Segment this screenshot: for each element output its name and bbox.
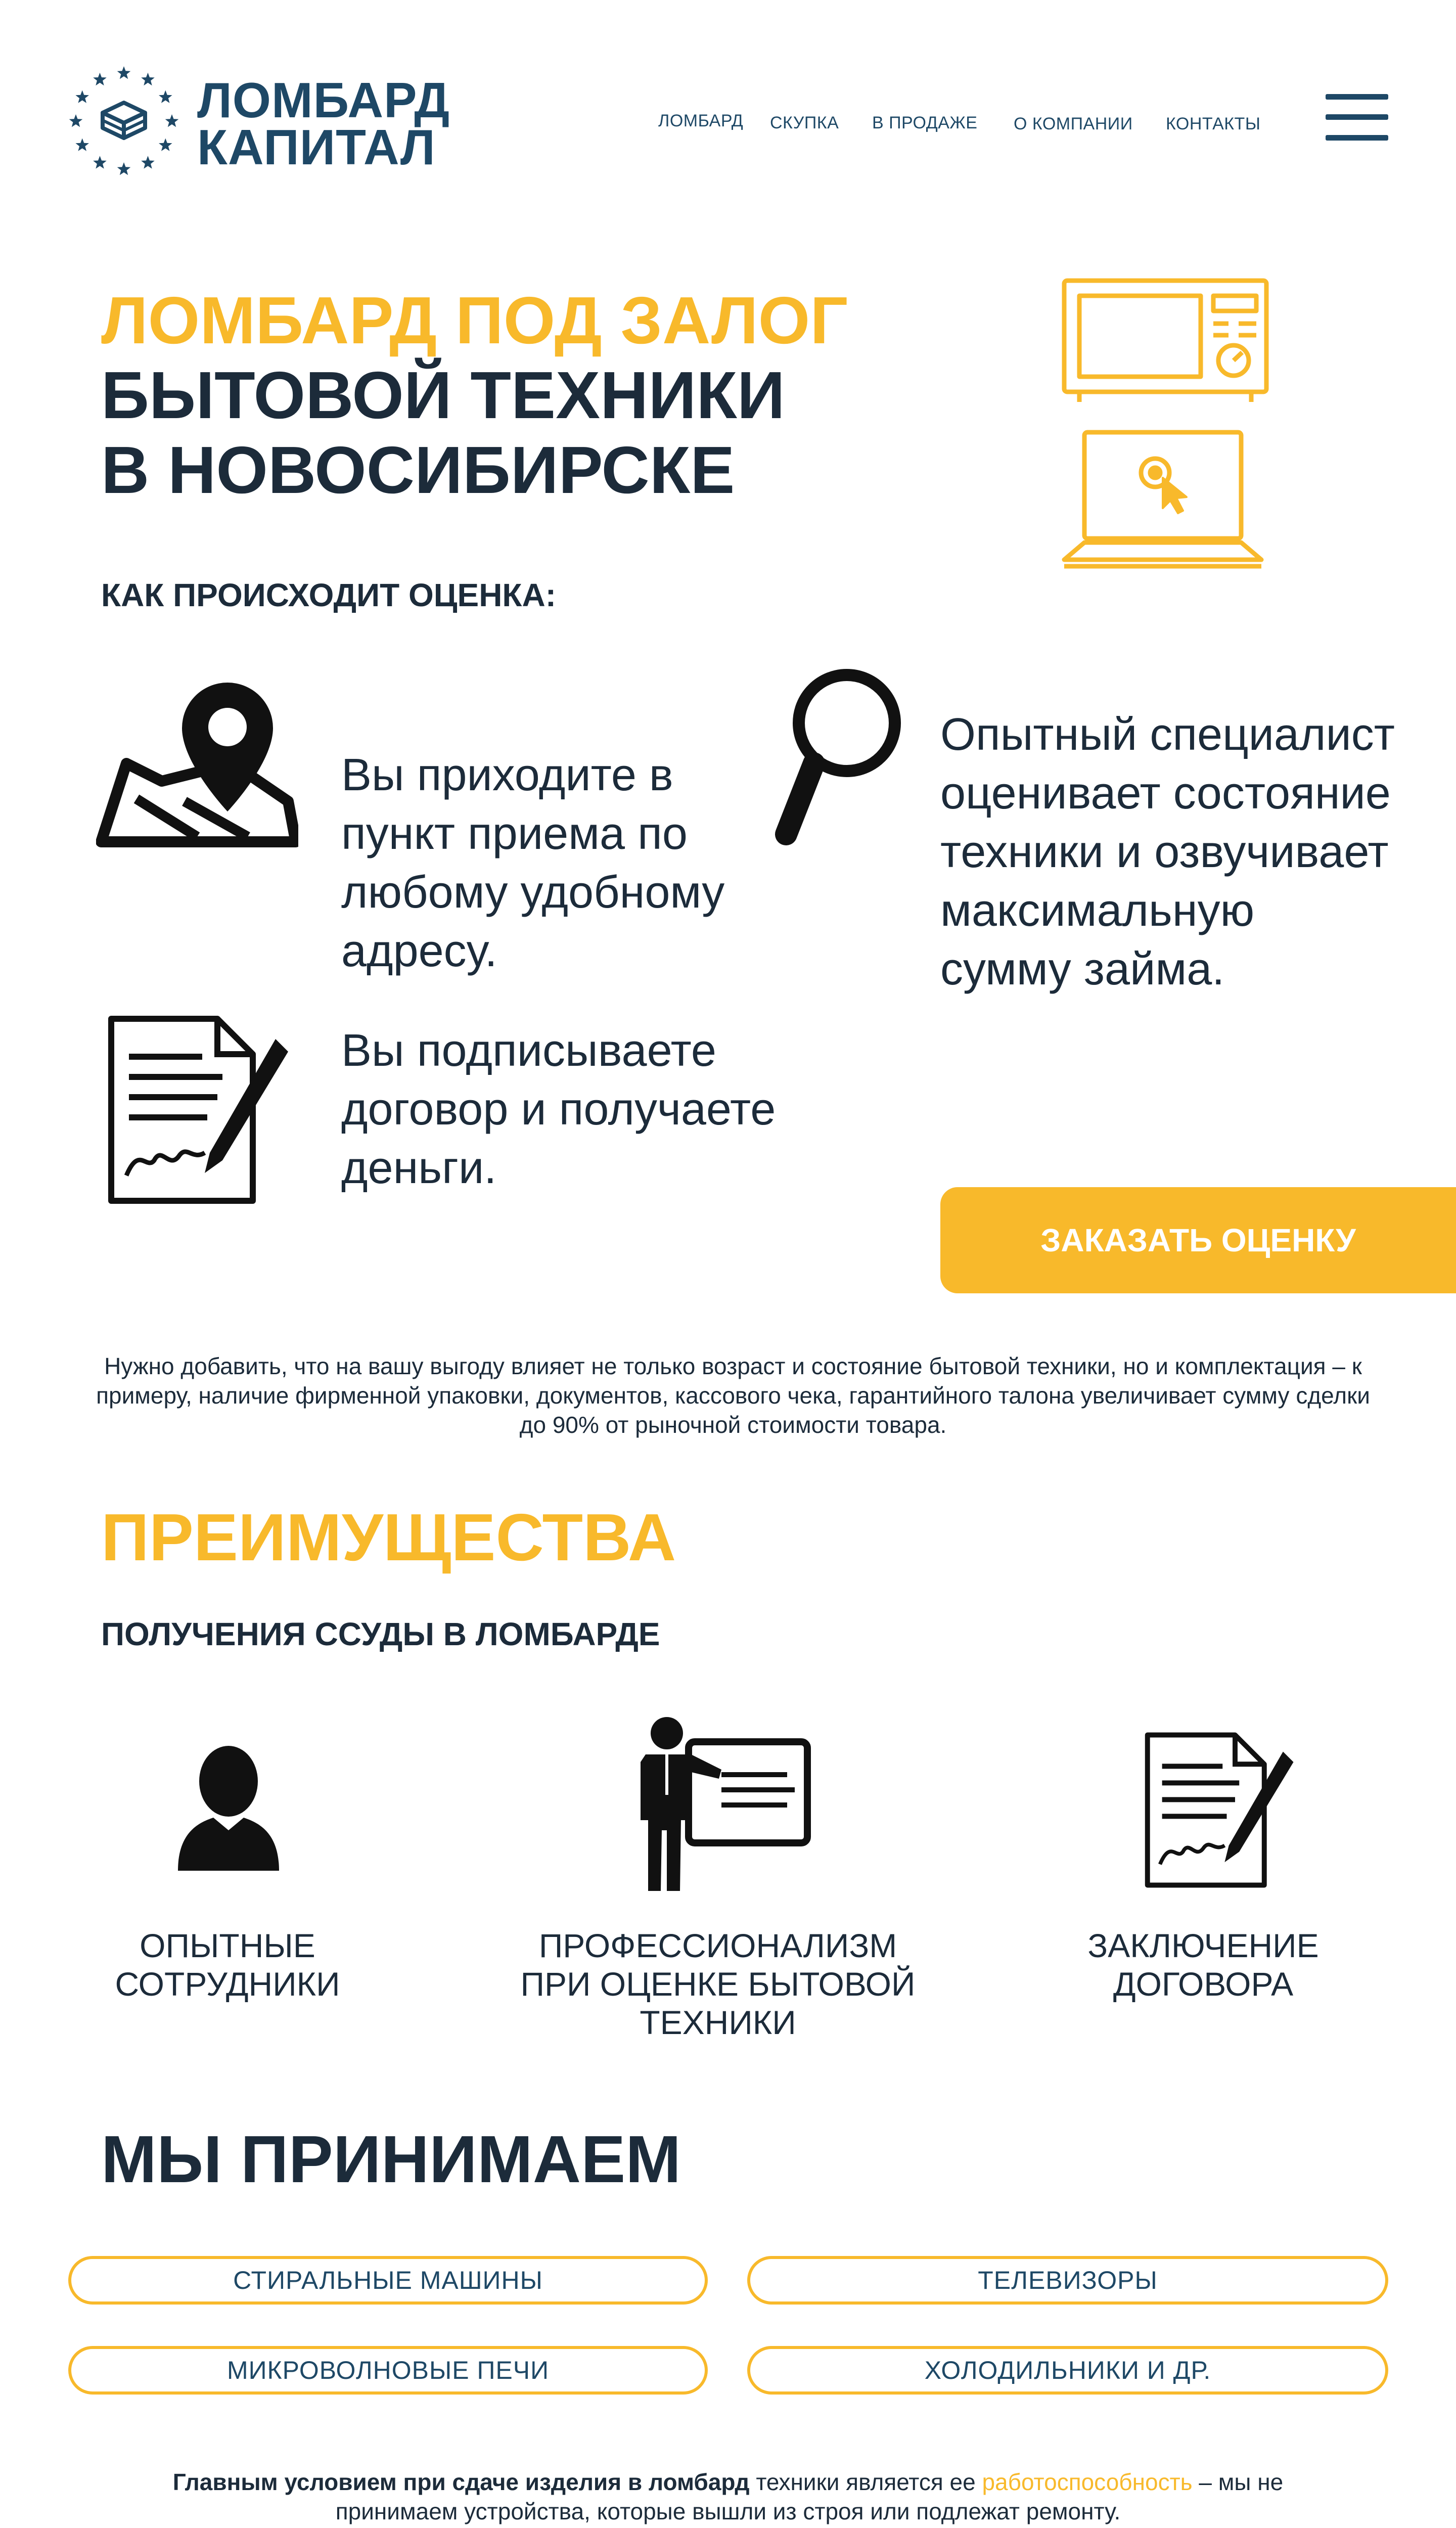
step-2-text: Опытный специалист оценивает состояние техники и озвучивает максимальную сумму займа. bbox=[940, 709, 1395, 995]
nav-item-v-prodazhe[interactable]: В ПРОДАЖЕ bbox=[872, 113, 978, 132]
accept-item-tv: ТЕЛЕВИЗОРЫ bbox=[747, 2256, 1388, 2305]
condition-bold: Главным условием при сдаче изделия в ломбард bbox=[172, 2469, 750, 2495]
evaluation-subtitle: КАК ПРОИСХОДИТ ОЦЕНКА: bbox=[101, 577, 556, 613]
site-header bbox=[0, 0, 1456, 202]
burger-menu-icon[interactable] bbox=[1326, 94, 1388, 141]
contract-pen-icon bbox=[101, 1009, 293, 1211]
hero-title-line-3: В НОВОСИБИРСКЕ bbox=[101, 433, 735, 507]
valuation-note: Нужно добавить, что на вашу выгоду влияет не только возраст и состояние бытовой техники, но и комплектация – к примеру, наличие фирменной упаковки, документов, кассового чека, гарантийного талона увеличивает сумму сделки до 90% от рыночной стоимости товара. bbox=[96, 1353, 1370, 1438]
hero-title bbox=[101, 283, 1011, 508]
advantage-label-1: ОПЫТНЫЕ СОТРУДНИКИ bbox=[115, 1927, 340, 2003]
step-1-text: Вы приходите в пункт приема по любому удобному адресу. bbox=[341, 750, 725, 976]
condition-highlight: работоспособность bbox=[982, 2469, 1193, 2495]
condition-mid: техники является ее bbox=[749, 2469, 982, 2495]
star-ring-logo-icon bbox=[66, 63, 182, 179]
step-3-text: Вы подписываете договор и получаете деньги. bbox=[341, 1025, 776, 1193]
nav-item-skupka[interactable]: СКУПКА bbox=[770, 113, 839, 132]
accept-item-washing-machines: СТИРАЛЬНЫЕ МАШИНЫ bbox=[68, 2256, 708, 2305]
logo-link[interactable] bbox=[66, 61, 485, 182]
nav-item-o-kompanii[interactable]: О КОМПАНИИ bbox=[1014, 114, 1133, 133]
logo-line-2: КАПИТАЛ bbox=[197, 119, 436, 175]
laptop-icon bbox=[1059, 427, 1271, 579]
order-evaluation-button[interactable]: ЗАКАЗАТЬ ОЦЕНКУ bbox=[940, 1187, 1456, 1293]
accept-item-fridges: ХОЛОДИЛЬНИКИ И ДР. bbox=[747, 2346, 1388, 2395]
logo-text bbox=[197, 72, 450, 175]
advantage-label-2: ПРОФЕССИОНАЛИЗМ ПРИ ОЦЕНКЕ БЫТОВОЙ ТЕХНИКИ bbox=[520, 1927, 916, 2041]
advantages-title: ПРЕИМУЩЕСТВА bbox=[101, 1500, 676, 1574]
microwave-icon bbox=[1059, 276, 1271, 407]
advantages-subtitle: ПОЛУЧЕНИЯ ССУДЫ В ЛОМБАРДЕ bbox=[101, 1616, 660, 1652]
person-icon bbox=[173, 1742, 284, 1873]
condition-end: – мы не принимаем устройства, которые вышли из строя или подлежат ремонту. bbox=[335, 2469, 1284, 2524]
nav-item-kontakty[interactable]: КОНТАКТЫ bbox=[1166, 114, 1261, 133]
acceptance-condition bbox=[121, 2467, 1335, 2526]
nav-item-lombard[interactable]: ЛОМБАРД bbox=[658, 111, 744, 130]
map-pin-icon bbox=[96, 675, 298, 862]
contract-icon bbox=[1138, 1727, 1299, 1893]
magnifier-icon bbox=[766, 662, 907, 854]
accept-item-microwaves: МИКРОВОЛНОВЫЕ ПЕЧИ bbox=[68, 2346, 708, 2395]
hero-title-line-1: ЛОМБАРД ПОД ЗАЛОГ bbox=[101, 283, 848, 357]
hero-title-line-2: БЫТОВОЙ ТЕХНИКИ bbox=[101, 358, 785, 432]
presenter-icon bbox=[620, 1714, 812, 1896]
logo-line-1: ЛОМБАРД bbox=[197, 72, 450, 128]
advantage-label-3: ЗАКЛЮЧЕНИЕ ДОГОВОРА bbox=[1087, 1927, 1319, 2003]
accept-title: МЫ ПРИНИМАЕМ bbox=[101, 2122, 681, 2196]
